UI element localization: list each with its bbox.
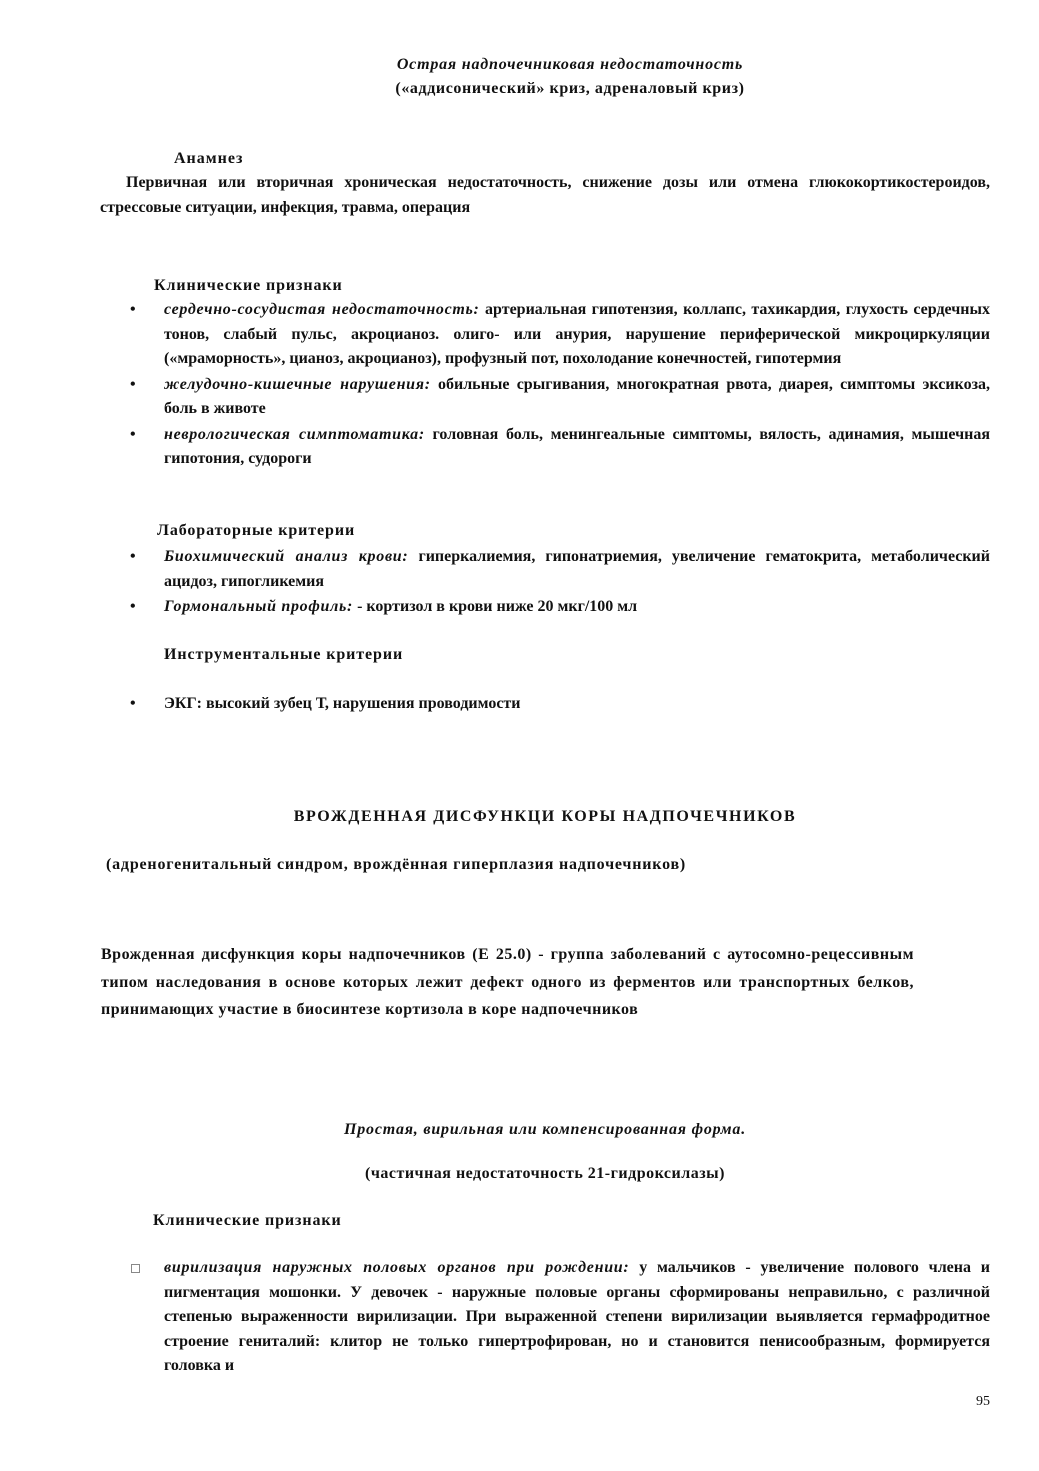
item-text: артериальная гипотензия, коллапс, тахикардия, глухость сердечных тонов, слабый пульс, акроцианоз. олиго- или анурия, нарушение периферической микроциркуляции («мраморность», цианоз, акроцианоз), профузный пот, похолодание конечностей, гипотермия [164,301,990,367]
term-hormonal: Гормональный профиль: [164,598,354,615]
main-subtitle: («аддисонический» криз, адреналовый криз) [395,80,745,97]
list-item [130,298,990,372]
item-text: головная боль, менингеальные симптомы, вялость, адинамия, мышечная гипотония, судороги [164,425,990,467]
bullet-icon: • [130,301,136,318]
item-text: у мальчиков - увеличение полового члена и пигментация мошонки. У девочек - наружные половые органы сформированы неправильно, с различной степенью выраженности вирилизации. При выраженной степени вирилизации выявляется гермафродитное строение гениталий: клитор не только гипертрофирован, но и становится пенисообразным, формируется головка и [164,1259,990,1374]
term-gi: желудочно-кишечные нарушения: [164,375,431,393]
bullet-icon: • [130,598,136,615]
item-text: ЭКГ: высокий зубец Т, нарушения проводимости [164,695,521,712]
section2-definition: Врожденная дисфункция коры надпочечников (Е 25.0) - группа заболеваний с аутосомно-рецессивным типом наследования в основе которых лежит дефект одного из ферментов или транспортных белков, принимающих участие в биосинтезе кортизола в коре надпочечников [101,946,914,1018]
simple-form-subtitle: (частичная недостаточность 21-гидроксилазы) [365,1165,725,1182]
simple-form-list [164,1256,990,1379]
list-item [130,423,990,472]
list-item [130,595,990,620]
term-neuro: неврологическая симптоматика: [164,425,425,443]
term-biochem: Биохимический анализ крови: [164,548,409,565]
clinical-heading: Клинические признаки [154,277,343,294]
lab-list [130,545,990,620]
lab-heading: Лабораторные критерии [157,522,356,539]
item-text: гиперкалиемия, гипонатриемия, увеличение гематокрита, метаболический ацидоз, гипогликемия [164,548,990,590]
item-text: - кортизол в крови ниже 20 мкг/100 мл [353,598,638,615]
simple-form-heading: Клинические признаки [153,1212,342,1229]
anamnesis-heading: Анамнез [174,150,244,167]
section2-subtitle: (адреногенитальный синдром, врождённая гиперплазия надпочечников) [106,856,687,873]
simple-form-title: Простая, вирильная или компенсированная форма. [343,1121,747,1138]
list-item [130,692,990,717]
term-virilization: вирилизация наружных половых органов при рождении: [164,1259,630,1276]
main-title: Острая надпочечниковая недостаточность [396,56,744,73]
page-number: 95 [976,1394,990,1409]
section2-title: ВРОЖДЕННАЯ ДИСФУНКЦИ КОРЫ НАДПОЧЕЧНИКОВ [293,808,797,825]
bullet-icon: • [130,695,136,712]
bullet-icon: • [130,425,136,443]
bullet-icon: • [130,375,136,393]
term-cardio: сердечно-сосудистая недостаточность: [164,301,480,318]
list-item [130,545,990,594]
instrumental-list [130,692,990,717]
instrumental-heading: Инструментальные критерии [164,646,404,663]
clinical-list [130,298,990,472]
item-text: обильные срыгивания, многократная рвота, диарея, симптомы эксикоза, боль в животе [164,375,990,417]
bullet-icon: • [130,548,136,565]
list-item [130,373,990,422]
anamnesis-text: Первичная или вторичная хроническая недостаточность, снижение дозы или отмена глюкокортикостероидов, стрессовые ситуации, инфекция, травма, операция [100,174,990,216]
list-item [164,1256,990,1379]
checkbox-bullet-icon [131,1264,140,1273]
